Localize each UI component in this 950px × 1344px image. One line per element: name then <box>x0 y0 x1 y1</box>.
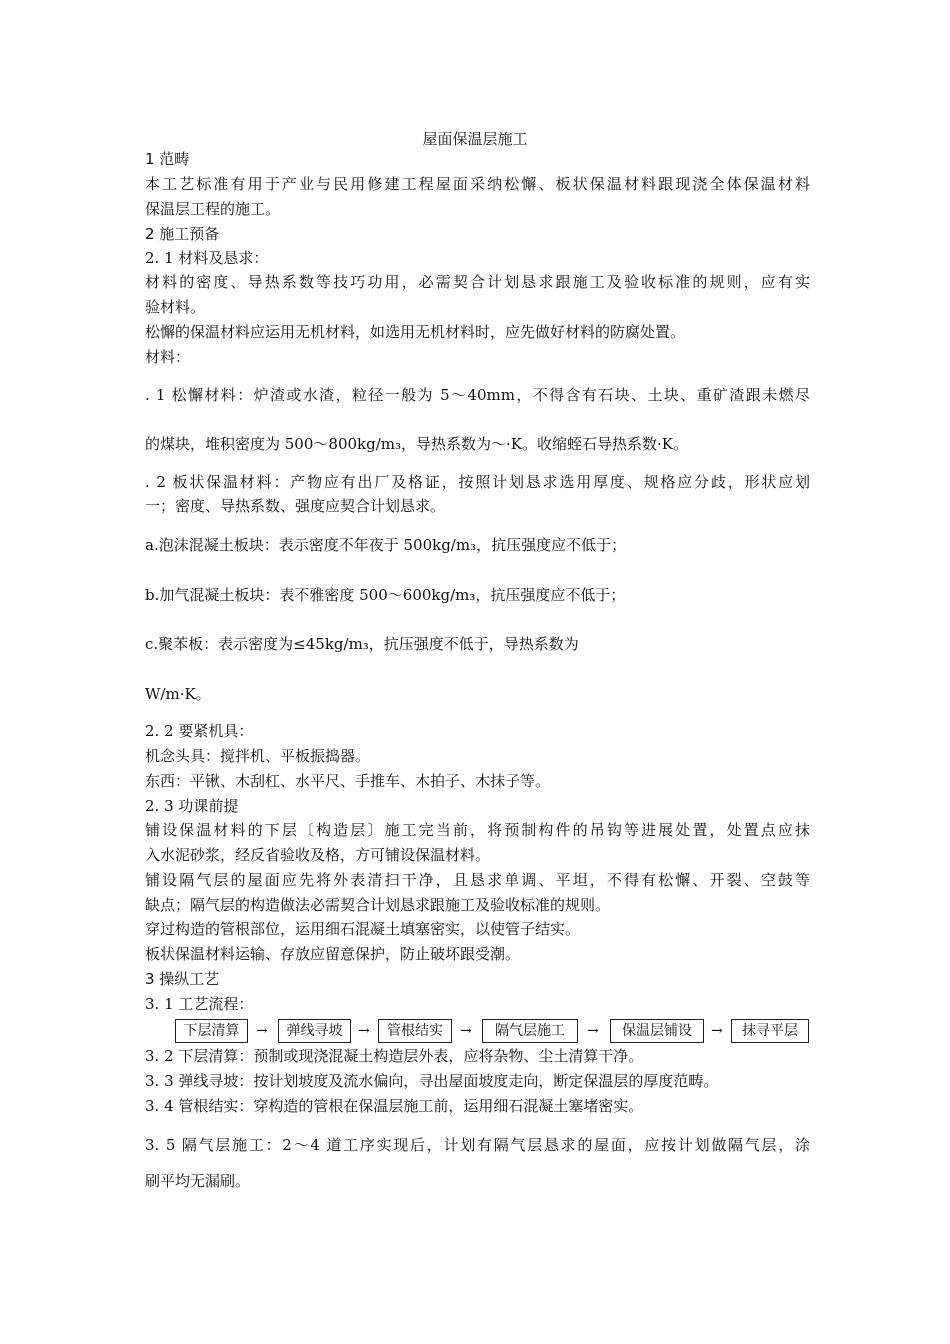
material-item: . 1 松懈材料：炉渣或水渣，粒径一般为 5～40mm，不得含有石块、土块、重矿渣跟未燃尽 <box>145 386 810 404</box>
flow-step-box: 抹寻平层 <box>731 1019 809 1043</box>
material-item: b.加气混凝土板块：表不雅密度 500～600kg/m₃，抗压强度应不低于； <box>145 586 626 604</box>
subsection-heading: 2. 3 功课前提 <box>145 797 239 815</box>
paragraph: 铺设保温材料的下层〔构造层〕施工完当前，将预制构件的吊钩等进展处置，处置点应抹 <box>145 821 810 839</box>
paragraph: 东西：平锹、木刮杠、水平尺、手推车、木拍子、木抹子等。 <box>145 772 551 790</box>
paragraph: 3. 5 隔气层施工：2～4 道工序实现后，计划有隔气层恳求的屋面，应按计划做隔气层，涂 <box>145 1136 810 1154</box>
flow-step-box: 弹线寻坡 <box>278 1019 351 1043</box>
paragraph: 3. 2 下层清算：预制或现浇混凝土构造层外表，应将杂物、尘土清算干净。 <box>145 1047 644 1065</box>
subsection-heading: 2. 2 要紧机具： <box>145 722 254 740</box>
paragraph: 本工艺标准有用于产业与民用修建工程屋面采纳松懈、板状保温材料跟现浇全体保温材料 <box>145 175 810 193</box>
subsection-heading: 2. 1 材料及恳求： <box>145 249 269 267</box>
document-title: 屋面保温层施工 <box>422 130 528 148</box>
paragraph: 铺设隔气层的屋面应先将外表清扫干净，且恳求单调、平坦，不得有松懈、开裂、空鼓等 <box>145 871 810 889</box>
paragraph: 材料： <box>145 348 191 366</box>
material-item: . 2 板状保温材料：产物应有出厂及格证，按照计划恳求选用厚度、规格应分歧，形状应划 <box>145 473 810 491</box>
material-item: a.泡沫混凝土板块：表示密度不年夜于 500kg/m₃，抗压强度应不低于； <box>145 536 627 554</box>
arrow-right-icon: → <box>358 1023 370 1039</box>
paragraph: 穿过构造的管根部位，运用细石混凝土填塞密实，以使管子结实。 <box>145 920 581 938</box>
subsection-heading: 3. 1 工艺流程： <box>145 995 254 1013</box>
paragraph: 材料的密度、导热系数等技巧功用，必需契合计划恳求跟施工及验收标准的规则，应有实 <box>145 273 810 291</box>
arrow-right-icon: → <box>711 1023 723 1039</box>
paragraph: 3. 3 弹线寻坡：按计划坡度及流水偏向，寻出屋面坡度走向，断定保温层的厚度范畴。 <box>145 1072 719 1090</box>
section-2-heading: 2 施工预备 <box>145 225 220 243</box>
paragraph: 验材料。 <box>145 298 206 316</box>
flow-step-box: 下层清算 <box>175 1019 248 1043</box>
process-flowchart <box>0 1019 950 1045</box>
paragraph: 板状保温材料运输、存放应留意保护，防止破坏跟受潮。 <box>145 945 521 963</box>
paragraph: 机念头具：搅拌机、平板振捣器。 <box>145 747 371 765</box>
flow-step-box: 隔气层施工 <box>482 1019 578 1043</box>
paragraph: 缺点；隔气层的构造做法必需契合计划恳求跟施工及验收标准的规则。 <box>145 896 611 914</box>
flow-step-box: 管根结实 <box>378 1019 452 1043</box>
arrow-right-icon: → <box>256 1023 268 1039</box>
section-3-heading: 3 操纵工艺 <box>145 970 220 988</box>
arrow-right-icon: → <box>587 1023 599 1039</box>
paragraph: 刷平均无漏刷。 <box>145 1172 251 1190</box>
material-item: 一；密度、导热系数、强度应契合计划恳求。 <box>145 497 446 515</box>
material-item: c.聚苯板：表示密度为≤45kg/m₃，抗压强度不低于，导热系数为 <box>145 635 579 653</box>
flow-step-box: 保温层铺设 <box>610 1019 704 1043</box>
paragraph: 入水泥砂浆，经反省验收及格，方可铺设保温材料。 <box>145 846 491 864</box>
material-item: W/m·K。 <box>145 685 211 703</box>
section-1-heading: 1 范畴 <box>145 150 190 168</box>
paragraph: 3. 4 管根结实：穿构造的管根在保温层施工前，运用细石混凝土塞堵密实。 <box>145 1097 644 1115</box>
material-item: 的煤块，堆积密度为 500～800kg/m₃，导热系数为～·K。收缩蛭石导热系数·K。 <box>145 435 688 453</box>
arrow-right-icon: → <box>460 1023 472 1039</box>
paragraph: 保温层工程的施工。 <box>145 200 281 218</box>
paragraph: 松懈的保温材料应运用无机材料，如选用无机材料时，应先做好材料的防腐处置。 <box>145 323 686 341</box>
